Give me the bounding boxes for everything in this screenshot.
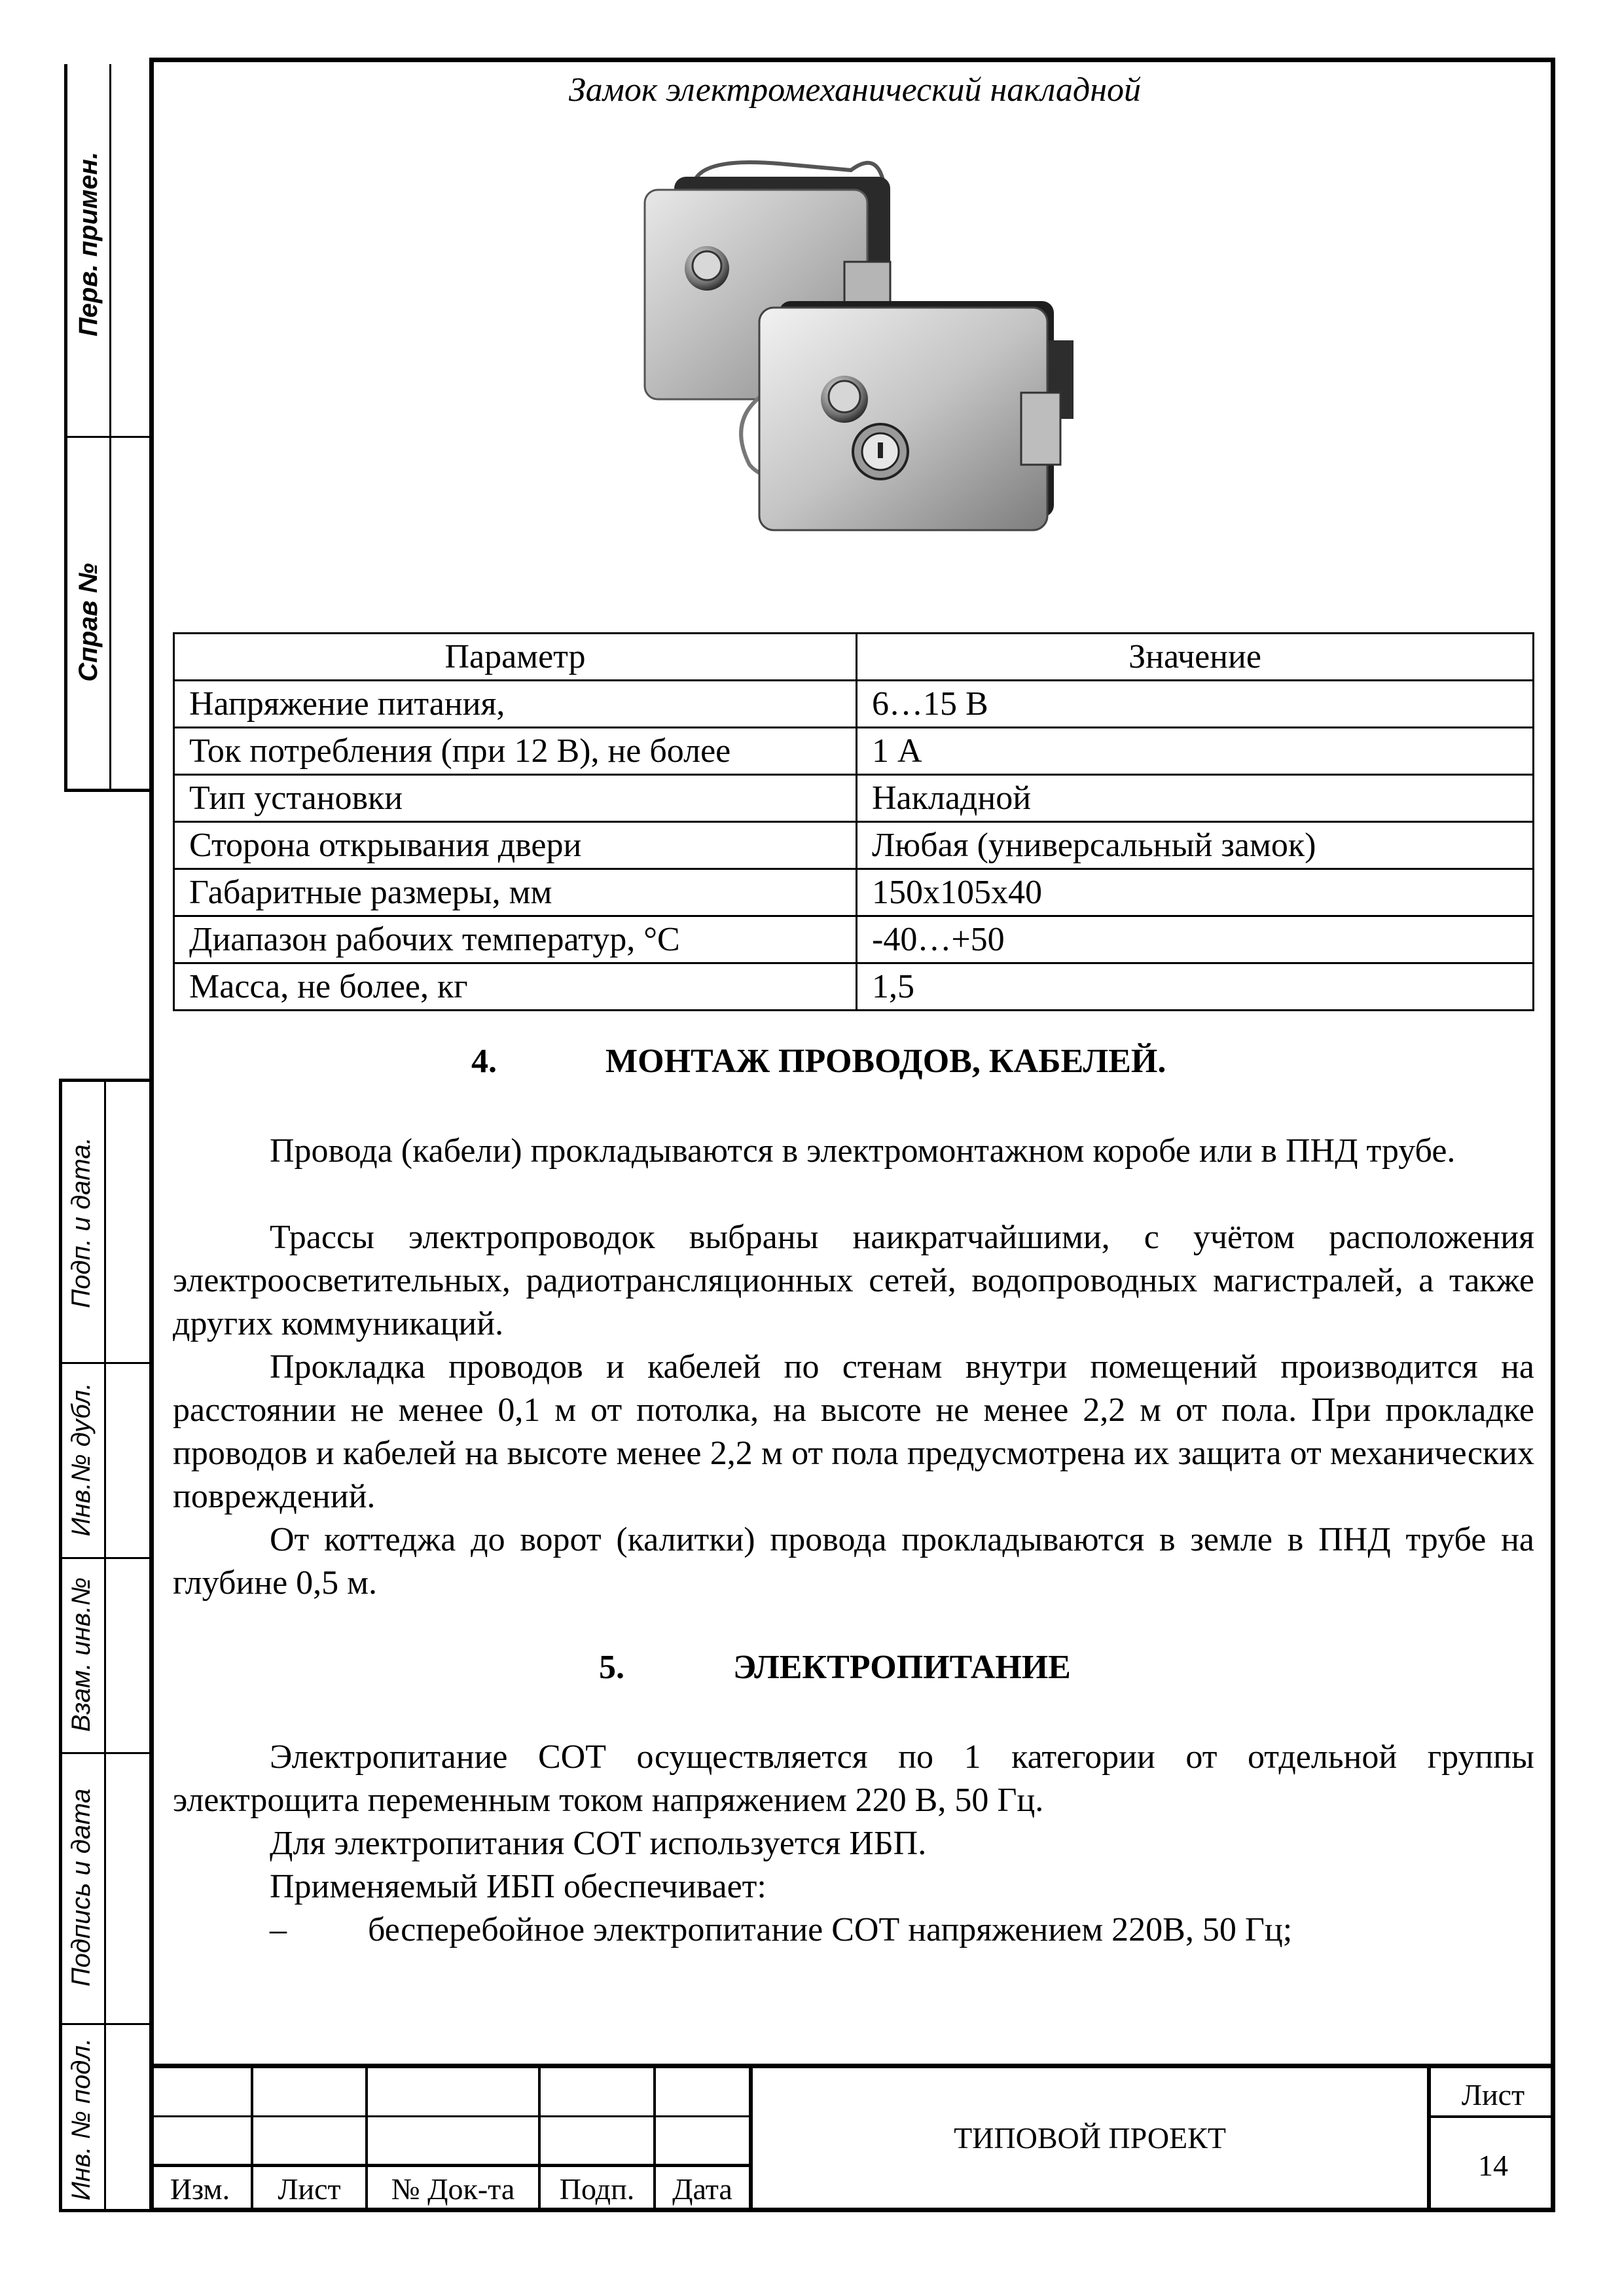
table-header-row [174, 634, 1534, 681]
table-cell: Габаритные размеры, мм [174, 869, 857, 916]
title-block-izm: Изм. [170, 2172, 230, 2206]
lock-product-image [628, 144, 1100, 569]
table-cell: Сторона открывания двери [174, 822, 857, 869]
table-row [174, 916, 1534, 963]
title-block-list: Лист [278, 2172, 341, 2206]
stamp-podpis-data: Подпись и дата [67, 1788, 96, 1987]
section5-paragraph: Применяемый ИБП обеспечивает: [270, 1868, 767, 1905]
table-cell: Тип установки [174, 775, 857, 822]
table-cell: Диапазон рабочих температур, °С [174, 916, 857, 963]
sheet-label: Лист [1461, 2078, 1525, 2111]
table-row [174, 822, 1534, 869]
table-cell: -40…+50 [857, 916, 1534, 963]
stamp-perv-primen: Перв. примен. [74, 151, 103, 337]
table-cell: Масса, не более, кг [174, 963, 857, 1011]
table-header-param: Параметр [174, 634, 857, 681]
table-row [174, 681, 1534, 728]
bullet-dash: – [270, 1911, 287, 1948]
section4-paragraph: От коттеджа до ворот (калитки) провода прокладываются в земле в ПНД трубе на глубине 0,5 м. [173, 1521, 1534, 1602]
title-block-dok: № Док-та [391, 2172, 515, 2206]
table-cell: Любая (универсальный замок) [857, 822, 1534, 869]
stamp-bottom [59, 1079, 152, 2212]
table-cell: Ток потребления (при 12 В), не более [174, 728, 857, 775]
title-block [149, 2064, 1555, 2212]
stamp-vzam-inv: Взам. инв.№ [67, 1577, 96, 1732]
table-cell: 6…15 В [857, 681, 1534, 728]
title-block-podp: Подп. [559, 2172, 635, 2206]
section4-paragraph: Трассы электропроводок выбраны наикратчайшими, с учётом расположения электроосветительных, радиотрансляционных сетей, водопроводных магистралей, а также других коммуникаций. [173, 1219, 1534, 1342]
table-row [174, 775, 1534, 822]
section5-number: 5. [599, 1649, 624, 1686]
stamp-top [64, 64, 152, 792]
table-row [174, 963, 1534, 1011]
table-row [174, 869, 1534, 916]
table-header-value: Значение [857, 634, 1534, 681]
section5-title: ЭЛЕКТРОПИТАНИЕ [733, 1649, 1071, 1686]
section5-paragraph: Электропитание СОТ осуществляется по 1 категории от отдельной группы электрощита переменным током напряжением 220 В, 50 Гц. [173, 1738, 1534, 1819]
stamp-podp-data: Подп. и дата. [67, 1137, 96, 1308]
table-cell: 150x105x40 [857, 869, 1534, 916]
table-cell: 1 А [857, 728, 1534, 775]
sheet-number: 14 [1478, 2149, 1508, 2182]
table-cell: 1,5 [857, 963, 1534, 1011]
bullet-item: бесперебойное электропитание СОТ напряжением 220В, 50 Гц; [368, 1911, 1293, 1948]
lock-front [741, 301, 1074, 530]
table-row [174, 728, 1534, 775]
parameter-table [173, 632, 1534, 1011]
section4-paragraph: Прокладка проводов и кабелей по стенам внутри помещений производится на расстоянии не менее 0,1 м от потолка, на высоте не менее 2,2 м от пола. При прокладке проводов и кабелей на высоте менее 2,2 м от пола предусмотрена их защита от механических повреждений. [173, 1348, 1534, 1515]
table-cell: Напряжение питания, [174, 681, 857, 728]
stamp-inv-dubl: Инв.№ дубл. [67, 1382, 96, 1537]
project-title: ТИПОВОЙ ПРОЕКТ [954, 2121, 1226, 2155]
stamp-sprav-no: Справ № [74, 563, 103, 682]
table-cell: Накладной [857, 775, 1534, 822]
image-caption: Замок электромеханический накладной [568, 71, 1142, 109]
section4-paragraph: Провода (кабели) прокладываются в электромонтажном коробе или в ПНД трубе. [270, 1132, 1456, 1170]
stamp-inv-podl: Инв. № подл. [67, 2037, 96, 2201]
title-block-data: Дата [672, 2172, 732, 2206]
section5-paragraph: Для электропитания СОТ используется ИБП. [270, 1825, 927, 1862]
section4-title: МОНТАЖ ПРОВОДОВ, КАБЕЛЕЙ. [605, 1043, 1166, 1080]
section4-number: 4. [471, 1043, 497, 1080]
